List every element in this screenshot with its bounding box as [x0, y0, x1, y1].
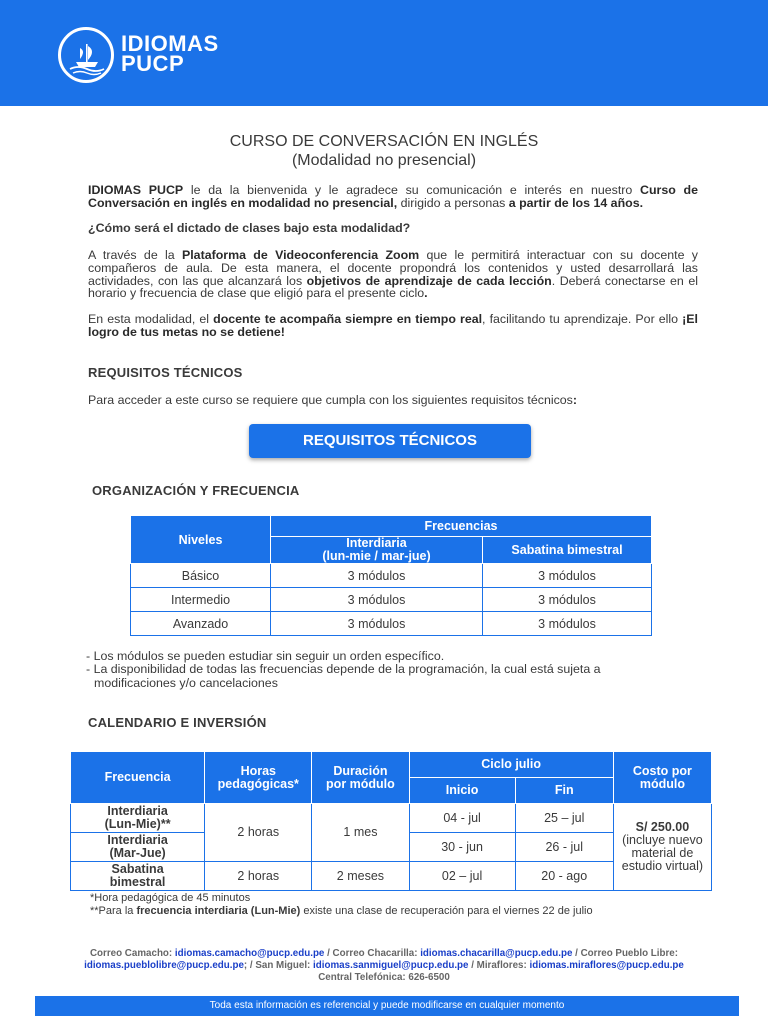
col-horas-2: pedagógicas*: [217, 776, 299, 791]
miraflores-label: / Miraflores:: [468, 960, 530, 971]
p2-b1: Plataforma de Videoconferencia Zoom: [181, 248, 420, 262]
table-row: [131, 564, 652, 588]
row-frecuencia: [71, 862, 205, 891]
costo-note-2: material de: [631, 846, 694, 860]
r3-duracion: 2 meses: [312, 862, 409, 891]
teacher-paragraph: [88, 313, 698, 339]
sanmiguel-email-link[interactable]: idiomas.sanmiguel@pucp.edu.pe: [313, 960, 469, 971]
pueblo-label: / Correo Pueblo Libre:: [572, 948, 679, 959]
intro-paragraph: [88, 184, 698, 210]
col-duracion-2: por módulo: [326, 776, 395, 791]
col-duracion: [312, 752, 409, 804]
costo-value: S/ 250.00: [635, 820, 690, 834]
inter-duracion: 1 mes: [312, 804, 409, 862]
row-interdiaria: 3 módulos: [271, 564, 483, 588]
ship-logo-icon: [58, 27, 114, 83]
r3-freq-1: Sabatina: [111, 862, 164, 876]
col-sabatina: Sabatina bimestral: [483, 537, 652, 564]
table-row: [131, 612, 652, 636]
costo-note-3: estudio virtual): [621, 859, 704, 873]
fn2-a: **Para la: [90, 905, 137, 917]
r1-freq-2: (Lun-Mie)**: [104, 817, 171, 831]
requisitos-heading: REQUISITOS TÉCNICOS: [88, 365, 243, 380]
col-niveles: Niveles: [131, 516, 271, 564]
col-inicio: Inicio: [409, 778, 515, 804]
logo-line1: IDIOMAS: [121, 31, 219, 56]
p2-t3: . Deberá conectarse en el horario y frecuencia de clase que eligió para el presente ciclo: [88, 273, 698, 301]
col-horas: [205, 752, 312, 804]
table-row: [71, 804, 712, 833]
row-frecuencia: [71, 833, 205, 862]
requisitos-text: [88, 394, 698, 407]
table-row: [131, 588, 652, 612]
col-costo-2: módulo: [639, 776, 685, 791]
p3-t1: En esta modalidad, el: [88, 312, 214, 326]
intro-org: IDIOMAS PUCP: [88, 183, 184, 197]
chacarilla-label: / Correo Chacarilla:: [324, 948, 421, 959]
p2-t1: A través de la: [88, 248, 182, 262]
col-frecuencias: Frecuencias: [271, 516, 652, 537]
camacho-email-link[interactable]: idiomas.camacho@pucp.edu.pe: [174, 948, 325, 959]
r2-inicio: 30 - jun: [409, 833, 515, 862]
frecuencia-table: [130, 515, 652, 636]
logo-text: [121, 31, 219, 76]
calendario-footnotes: [90, 892, 593, 918]
footer-disclaimer: Toda esta información es referencial y puede modificarse en cualquier momento: [35, 996, 739, 1016]
r2-freq-1: Interdiaria: [107, 833, 168, 847]
p2-b3: .: [424, 286, 428, 301]
row-nivel: Avanzado: [131, 612, 271, 636]
row-nivel: Básico: [131, 564, 271, 588]
row-nivel: Intermedio: [131, 588, 271, 612]
p2-t2: que le permitirá interactuar con su docente y compañeros de aula. De esta manera, el docente propondrá los contenidos y usted desarrollará las actividades, con las que alcanzará los: [88, 248, 698, 288]
question-heading: ¿Cómo será el dictado de clases bajo esta modalidad?: [88, 221, 411, 235]
row-interdiaria: 3 módulos: [271, 588, 483, 612]
contact-info: [36, 948, 732, 984]
footnote-hora: *Hora pedagógica de 45 minutos: [90, 892, 251, 904]
central-phone: Central Telefónica: 626-6500: [318, 972, 450, 983]
p3-b1: docente te acompaña siempre en tiempo real: [213, 312, 483, 326]
header-banner: [0, 0, 768, 106]
row-sabatina: 3 módulos: [483, 564, 652, 588]
p2-b2: objetivos de aprendizaje de cada lección: [306, 273, 552, 288]
costo-note-1: (incluye nuevo: [622, 833, 703, 847]
r3-freq-2: bimestral: [109, 875, 166, 889]
calendario-table: [70, 751, 712, 891]
sanmiguel-label: ; / San Miguel:: [243, 960, 314, 971]
camacho-label: Correo Camacho:: [89, 948, 175, 959]
p3-t2: , facilitando tu aprendizaje. Por ello: [482, 312, 683, 326]
col-interdiaria-sub: (lun-mie / mar-jue): [322, 549, 431, 563]
row-sabatina: 3 módulos: [483, 588, 652, 612]
course-title: CURSO DE CONVERSACIÓN EN INGLÉS: [229, 133, 539, 150]
fn2-b: frecuencia interdiaria (Lun-Mie): [136, 905, 301, 917]
organizacion-heading: ORGANIZACIÓN Y FRECUENCIA: [92, 483, 300, 498]
r3-inicio: 02 – jul: [409, 862, 515, 891]
miraflores-email-link[interactable]: idiomas.miraflores@pucp.edu.pe: [529, 960, 684, 971]
col-interdiaria-label: Interdiaria: [346, 536, 407, 550]
col-costo: [613, 752, 711, 804]
col-interdiaria: [271, 537, 483, 564]
row-sabatina: 3 módulos: [483, 612, 652, 636]
requisitos-text-body: Para acceder a este curso se requiere que cumpla con los siguientes requisitos técnicos: [88, 393, 573, 407]
col-costo-1: Costo por: [632, 763, 692, 778]
calendario-heading: CALENDARIO E INVERSIÓN: [88, 715, 267, 730]
intro-t2: dirigido a personas: [397, 195, 509, 210]
fn2-c: existe una clase de recuperación para el viernes 22 de julio: [300, 905, 593, 917]
col-fin: Fin: [515, 778, 613, 804]
col-horas-1: Horas: [240, 763, 276, 778]
intro-b2: a partir de los 14 años.: [508, 195, 644, 210]
col-duracion-1: Duración: [333, 763, 388, 778]
course-subtitle: (Modalidad no presencial): [291, 152, 477, 169]
p3-b2: ¡El logro de tus metas no se detiene!: [88, 312, 698, 339]
note-item: - Los módulos se pueden estudiar sin seguir un orden específico.: [86, 649, 445, 663]
inter-horas: 2 horas: [205, 804, 312, 862]
r1-freq-1: Interdiaria: [107, 804, 168, 818]
r2-freq-2: (Mar-Jue): [109, 846, 166, 860]
note-item: - La disponibilidad de todas las frecuencias depende de la programación, la cual está sujeta a: [86, 662, 601, 677]
intro-t1: le da la bienvenida y le agradece su comunicación e interés en nuestro: [183, 183, 641, 197]
col-frecuencia: Frecuencia: [71, 752, 205, 804]
row-frecuencia: [71, 804, 205, 833]
r1-fin: 25 – jul: [515, 804, 613, 833]
note-item: modificaciones y/o cancelaciones: [94, 675, 278, 690]
intro-b1: Curso de Conversación en inglés en modalidad no presencial,: [88, 183, 699, 210]
r1-inicio: 04 - jul: [409, 804, 515, 833]
r2-fin: 26 - jul: [515, 833, 613, 862]
requisitos-button[interactable]: REQUISITOS TÉCNICOS: [249, 424, 531, 458]
organizacion-notes: [86, 650, 686, 690]
footnote-recuperacion: [90, 905, 593, 918]
logo-line2: PUCP: [121, 51, 185, 76]
chacarilla-email-link[interactable]: idiomas.chacarilla@pucp.edu.pe: [420, 948, 573, 959]
r3-horas: 2 horas: [205, 862, 312, 891]
pueblo-email-link[interactable]: idiomas.pueblolibre@pucp.edu.pe: [84, 960, 244, 971]
requisitos-colon: :: [572, 393, 578, 407]
r3-fin: 20 - ago: [515, 862, 613, 891]
zoom-paragraph: [88, 249, 698, 300]
costo-cell: [613, 804, 711, 891]
row-interdiaria: 3 módulos: [271, 612, 483, 636]
col-ciclo: Ciclo julio: [409, 752, 613, 778]
